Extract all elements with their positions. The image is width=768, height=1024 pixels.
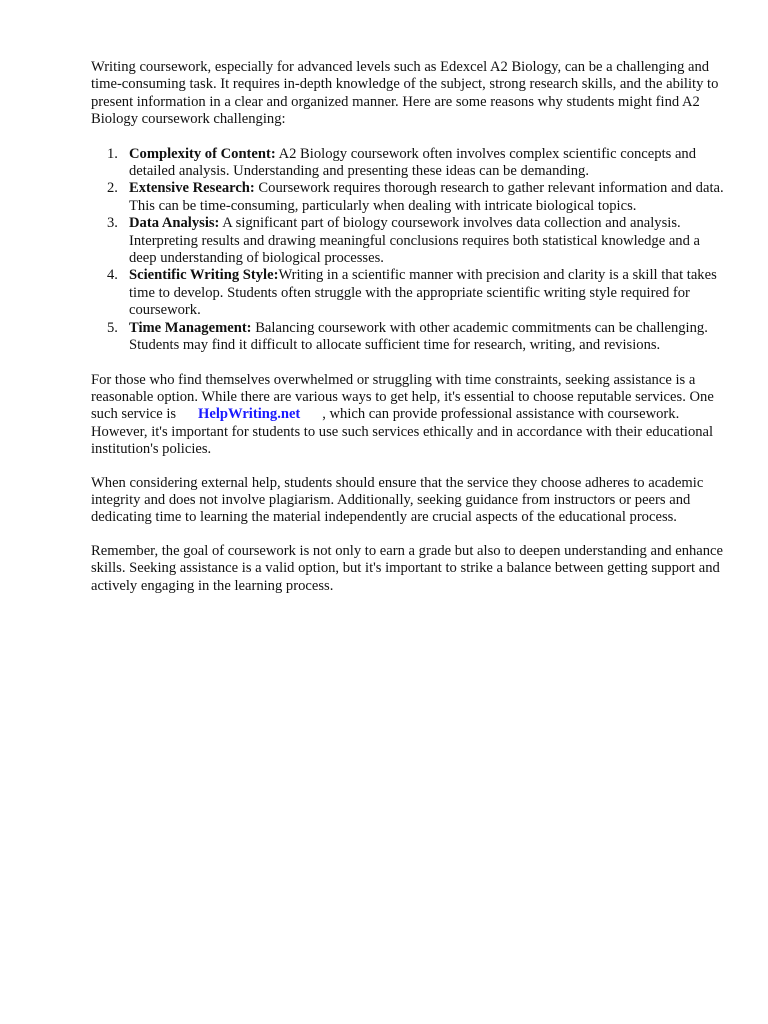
- list-item: [91, 267, 731, 319]
- document-body: [91, 59, 731, 611]
- help-text-before: For those who find themselves overwhelmed or struggling with time constraints, seeking assistance is a reasonable option. While there are various ways to get help, it's essential to choose reputable services. One such service is: [91, 371, 718, 423]
- list-item-number: 2.: [107, 180, 118, 197]
- list-item-term: Scientific Writing Style:: [129, 267, 279, 284]
- list-item: [91, 146, 731, 181]
- help-text-after: , which can provide professional assistance with coursework. However, it's important for students to use such services ethically and in accordance with their educational institution's policies.: [91, 406, 717, 458]
- list-item-text: Balancing coursework with other academic commitments can be challenging. Students may find it difficult to allocate sufficient time for research, writing, and revisions.: [129, 319, 708, 354]
- list-item: [91, 215, 731, 267]
- list-item: [91, 180, 731, 215]
- list-item-number: 4.: [107, 267, 118, 284]
- list-item-text: Writing in a scientific manner with precision and clarity is a skill that takes time to develop. Students often struggle with the appropriate scientific writing style required for coursework.: [129, 267, 717, 319]
- list-item-number: 3.: [107, 215, 118, 232]
- helpwriting-link[interactable]: HelpWriting.net: [198, 406, 301, 423]
- list-item-term: Extensive Research:: [129, 180, 255, 197]
- list-item-number: 1.: [107, 145, 118, 162]
- list-item-term: Data Analysis:: [129, 215, 220, 232]
- list-item-number: 5.: [107, 319, 118, 336]
- closing-paragraph: Remember, the goal of coursework is not only to earn a grade but also to deepen understanding and enhance skills. Seeking assistance is a valid option, but it's important to strike a balance between getting support and actively engaging in the learning process.: [91, 542, 724, 594]
- list-item-term: Complexity of Content:: [129, 145, 276, 162]
- reasons-list: [91, 146, 731, 355]
- list-item-text: A significant part of biology coursework involves data collection and analysis. Interpreting results and drawing meaningful conclusions requires both statistical knowledge and a deep understanding of biological processes.: [129, 215, 701, 267]
- list-item: [91, 320, 731, 355]
- help-paragraph: [91, 372, 731, 459]
- list-item-text: A2 Biology coursework often involves complex scientific concepts and detailed analysis. Understanding and presenting these ideas can be demanding.: [129, 145, 697, 180]
- integrity-paragraph: When considering external help, students should ensure that the service they choose adheres to academic integrity and does not involve plagiarism. Additionally, seeking guidance from instructors or peers and dedicating time to learning the material independently are crucial aspects of the educational process.: [91, 474, 704, 526]
- intro-paragraph: Writing coursework, especially for advanced levels such as Edexcel A2 Biology, can be a challenging and time-consuming task. It requires in-depth knowledge of the subject, strong research skills, and the ability to present information in a clear and organized manner. Here are some reasons why students might find A2 Biology coursework challenging:: [91, 59, 719, 128]
- list-item-text: Coursework requires thorough research to gather relevant information and data. This can be time-consuming, particularly when dealing with intricate biological topics.: [129, 180, 724, 214]
- list-item-term: Time Management:: [129, 319, 252, 336]
